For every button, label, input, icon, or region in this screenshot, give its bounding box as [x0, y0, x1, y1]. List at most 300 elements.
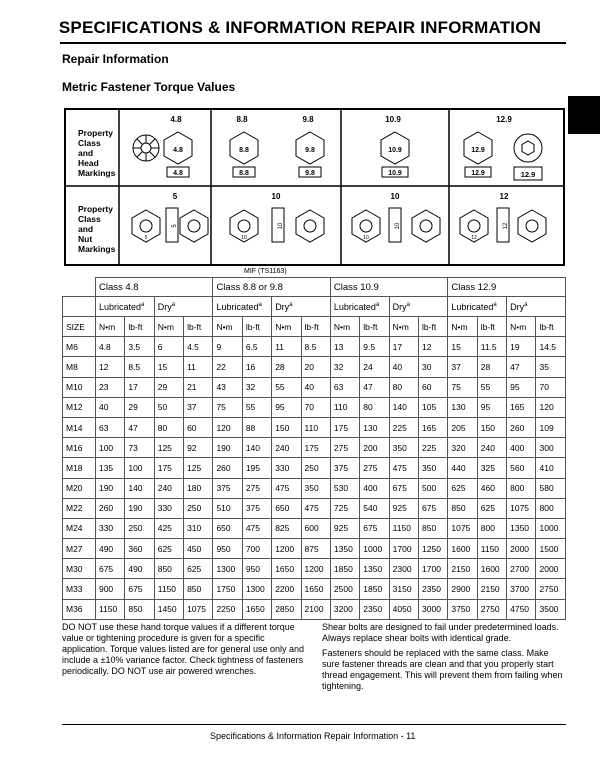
torque-value-cell: 425 [154, 518, 183, 538]
torque-value-cell: 850 [448, 498, 477, 518]
table-row [63, 539, 566, 559]
size-cell: M12 [63, 397, 96, 417]
torque-value-cell: 32 [330, 357, 359, 377]
torque-value-cell: 100 [95, 438, 124, 458]
torque-value-cell: 40 [389, 357, 418, 377]
torque-value-cell: 1700 [389, 539, 418, 559]
torque-value-cell: 250 [184, 498, 213, 518]
table-row [63, 377, 566, 397]
torque-value-cell: 1350 [507, 518, 536, 538]
class-12-9-header: Class 12.9 [448, 278, 566, 297]
torque-value-cell: 92 [184, 438, 213, 458]
torque-value-cell: 29 [154, 377, 183, 397]
torque-value-cell: 4.8 [95, 337, 124, 357]
head-mark-9-8: 9.8 [305, 147, 315, 154]
torque-value-cell: 70 [301, 397, 330, 417]
torque-value-cell: 540 [360, 498, 389, 518]
torque-value-cell: 165 [419, 417, 448, 437]
torque-value-cell: 310 [184, 518, 213, 538]
torque-value-cell: 800 [477, 518, 506, 538]
torque-value-cell: 55 [477, 377, 506, 397]
torque-value-cell: 75 [448, 377, 477, 397]
torque-value-cell: 125 [184, 458, 213, 478]
torque-value-cell: 1850 [330, 559, 359, 579]
torque-value-cell: 3000 [419, 599, 448, 619]
unit-header: N•m [95, 317, 124, 337]
torque-value-cell: 2000 [536, 559, 566, 579]
nut-class-10-alt-icon [296, 210, 324, 242]
torque-value-cell: 440 [448, 458, 477, 478]
unit-header: lb-ft [125, 317, 154, 337]
footer-rule [62, 724, 566, 725]
torque-value-cell: 11 [272, 337, 301, 357]
torque-value-cell: 275 [330, 438, 359, 458]
table-row [63, 417, 566, 437]
figure-caption: MIF (TS1163) [244, 268, 287, 275]
torque-value-cell: 375 [213, 478, 242, 498]
lubricated-header: Lubricated$^a$ [330, 297, 389, 317]
torque-value-cell: 63 [330, 377, 359, 397]
torque-value-cell: 165 [507, 397, 536, 417]
torque-value-cell: 63 [95, 417, 124, 437]
unit-header: N•m [272, 317, 301, 337]
torque-value-cell: 29 [125, 397, 154, 417]
lubricated-header: Lubricated$^a$ [95, 297, 154, 317]
torque-value-cell: 350 [301, 478, 330, 498]
torque-value-cell: 1150 [389, 518, 418, 538]
nut-mark-12-side: 12 [503, 222, 509, 230]
nut-class-12: 12 [499, 192, 509, 201]
torque-value-cell: 110 [301, 417, 330, 437]
torque-value-cell: 2900 [448, 579, 477, 599]
torque-value-cell: 190 [213, 438, 242, 458]
table-row [63, 337, 566, 357]
torque-value-cell: 175 [301, 438, 330, 458]
torque-value-cell: 9 [213, 337, 242, 357]
torque-value-cell: 32 [242, 377, 271, 397]
torque-value-cell: 625 [154, 539, 183, 559]
table-row [63, 498, 566, 518]
torque-value-cell: 4750 [507, 599, 536, 619]
torque-value-cell: 1300 [213, 559, 242, 579]
torque-value-cell: 950 [242, 559, 271, 579]
torque-value-cell: 675 [419, 498, 448, 518]
torque-value-cell: 4050 [389, 599, 418, 619]
torque-value-cell: 275 [242, 478, 271, 498]
unit-header: lb-ft [360, 317, 389, 337]
unit-header-row [63, 317, 566, 337]
torque-value-cell: 21 [184, 377, 213, 397]
socket-tag-mark-12-9: 12.9 [520, 170, 536, 179]
head-class-8-8: 8.8 [236, 115, 248, 124]
size-cell: M16 [63, 438, 96, 458]
torque-value-cell: 14.5 [536, 337, 566, 357]
torque-value-cell: 28 [272, 357, 301, 377]
torque-value-cell: 2150 [477, 579, 506, 599]
torque-value-cell: 16 [242, 357, 271, 377]
torque-value-cell: 2750 [536, 579, 566, 599]
torque-value-cell: 47 [125, 417, 154, 437]
torque-value-cell: 1700 [419, 559, 448, 579]
torque-value-cell: 675 [389, 478, 418, 498]
torque-value-cell: 12 [95, 357, 124, 377]
size-cell: M18 [63, 458, 96, 478]
torque-value-cell: 1075 [448, 518, 477, 538]
nut-class-10-b: 10 [390, 192, 400, 201]
torque-value-cell: 125 [154, 438, 183, 458]
torque-value-cell: 43 [213, 377, 242, 397]
torque-value-cell: 1350 [360, 559, 389, 579]
torque-value-cell: 110 [330, 397, 359, 417]
torque-value-cell: 490 [95, 539, 124, 559]
torque-value-cell: 675 [95, 559, 124, 579]
table-row [63, 579, 566, 599]
torque-value-cell: 3750 [448, 599, 477, 619]
torque-value-cell: 1075 [507, 498, 536, 518]
blank-cell [63, 278, 96, 297]
torque-value-cell: 400 [507, 438, 536, 458]
torque-value-cell: 55 [272, 377, 301, 397]
torque-value-cell: 17 [125, 377, 154, 397]
torque-value-cell: 3.5 [125, 337, 154, 357]
torque-value-cell: 2850 [272, 599, 301, 619]
torque-value-cell: 100 [125, 458, 154, 478]
tag-mark-4-8: 4.8 [173, 170, 183, 177]
torque-value-cell: 205 [448, 417, 477, 437]
torque-value-cell: 2500 [330, 579, 359, 599]
class-header-row [63, 278, 566, 297]
torque-value-cell: 190 [125, 498, 154, 518]
torque-value-cell: 225 [419, 438, 448, 458]
torque-value-cell: 1150 [477, 539, 506, 559]
torque-value-cell: 55 [242, 397, 271, 417]
torque-value-cell: 850 [154, 559, 183, 579]
dry-header: Dry$^a$ [272, 297, 331, 317]
torque-value-cell: 3700 [507, 579, 536, 599]
torque-value-cell: 1150 [154, 579, 183, 599]
torque-value-cell: 240 [272, 438, 301, 458]
torque-value-cell: 73 [125, 438, 154, 458]
torque-value-cell: 490 [125, 559, 154, 579]
head-mark-4-8: 4.8 [173, 147, 183, 154]
torque-value-cell: 195 [242, 458, 271, 478]
torque-value-cell: 120 [536, 397, 566, 417]
unit-header: N•m [507, 317, 536, 337]
size-cell: M10 [63, 377, 96, 397]
unit-header: N•m [330, 317, 359, 337]
torque-value-cell: 22 [213, 357, 242, 377]
table-row [63, 458, 566, 478]
torque-value-cell: 375 [330, 458, 359, 478]
torque-value-cell: 8.5 [301, 337, 330, 357]
torque-value-cell: 250 [125, 518, 154, 538]
torque-value-cell: 2100 [301, 599, 330, 619]
class-10-9-header: Class 10.9 [330, 278, 447, 297]
size-cell: M6 [63, 337, 96, 357]
table-row [63, 599, 566, 619]
torque-value-cell: 625 [477, 498, 506, 518]
note-shear-bolts: Shear bolts are designed to fail under predetermined loads. Always replace shear bolts with identical grade. [322, 622, 559, 643]
table-row [63, 438, 566, 458]
torque-value-cell: 80 [389, 377, 418, 397]
torque-table-body [63, 337, 566, 620]
torque-value-cell: 2700 [507, 559, 536, 579]
blank-cell [63, 297, 96, 317]
torque-value-cell: 75 [213, 397, 242, 417]
dry-header: Dry$^a$ [154, 297, 213, 317]
torque-value-cell: 130 [360, 417, 389, 437]
torque-value-cell: 95 [507, 377, 536, 397]
torque-value-cell: 37 [448, 357, 477, 377]
head-class-12-9: 12.9 [496, 115, 512, 124]
torque-value-cell: 1250 [419, 539, 448, 559]
torque-value-cell: 1200 [272, 539, 301, 559]
lubricated-header: Lubricated$^a$ [213, 297, 272, 317]
torque-value-cell: 3200 [330, 599, 359, 619]
nut-mark-10-top: 10 [241, 235, 247, 241]
torque-value-cell: 700 [242, 539, 271, 559]
torque-value-cell: 250 [301, 458, 330, 478]
torque-value-cell: 1000 [536, 518, 566, 538]
torque-value-cell: 47 [507, 357, 536, 377]
torque-value-cell: 500 [419, 478, 448, 498]
nut-mark-12-top: 12 [471, 235, 477, 241]
torque-value-cell: 1350 [330, 539, 359, 559]
section-tab-marker [568, 96, 600, 134]
torque-value-cell: 275 [360, 458, 389, 478]
torque-value-cell: 1600 [477, 559, 506, 579]
nut-mark-5-side: 5 [172, 224, 178, 228]
torque-value-cell: 400 [360, 478, 389, 498]
unit-header: lb-ft [419, 317, 448, 337]
torque-value-cell: 530 [330, 478, 359, 498]
head-row-label: Property Class and Head Markings [78, 128, 116, 178]
torque-value-cell: 1650 [242, 599, 271, 619]
torque-value-cell: 35 [536, 357, 566, 377]
torque-value-cell: 70 [536, 377, 566, 397]
tag-mark-12-9: 12.9 [471, 170, 485, 177]
torque-value-cell: 450 [184, 539, 213, 559]
size-cell: M20 [63, 478, 96, 498]
torque-value-cell: 580 [536, 478, 566, 498]
dry-header: Dry$^a$ [507, 297, 566, 317]
torque-value-cell: 330 [154, 498, 183, 518]
torque-value-cell: 800 [536, 498, 566, 518]
torque-value-cell: 3500 [536, 599, 566, 619]
nut-class-12-alt-icon [518, 210, 546, 242]
nut-class-5: 5 [172, 192, 178, 201]
torque-value-cell: 180 [184, 478, 213, 498]
torque-value-cell: 2300 [389, 559, 418, 579]
torque-value-cell: 350 [419, 458, 448, 478]
torque-value-cell: 19 [507, 337, 536, 357]
torque-value-cell: 460 [477, 478, 506, 498]
torque-value-cell: 410 [536, 458, 566, 478]
torque-value-cell: 260 [507, 417, 536, 437]
torque-value-cell: 475 [242, 518, 271, 538]
torque-value-cell: 260 [95, 498, 124, 518]
torque-value-cell: 320 [448, 438, 477, 458]
unit-header: lb-ft [536, 317, 566, 337]
header-rule [60, 42, 566, 44]
torque-value-cell: 190 [95, 478, 124, 498]
torque-table [62, 277, 566, 620]
size-cell: M30 [63, 559, 96, 579]
sub-title: Metric Fastener Torque Values [62, 80, 236, 94]
unit-header: lb-ft [477, 317, 506, 337]
torque-value-cell: 15 [448, 337, 477, 357]
head-mark-12-9: 12.9 [471, 147, 485, 154]
size-cell: M8 [63, 357, 96, 377]
tag-mark-10-9: 10.9 [388, 170, 402, 177]
torque-value-cell: 675 [360, 518, 389, 538]
torque-value-cell: 375 [242, 498, 271, 518]
size-cell: M36 [63, 599, 96, 619]
bolt-head-4-8-round-icon [133, 135, 159, 161]
dry-header: Dry$^a$ [389, 297, 448, 317]
nut-class-10b-alt-icon [412, 210, 440, 242]
torque-value-cell: 24 [360, 357, 389, 377]
torque-value-cell: 850 [184, 579, 213, 599]
size-cell: M33 [63, 579, 96, 599]
torque-value-cell: 8.5 [125, 357, 154, 377]
torque-value-cell: 50 [154, 397, 183, 417]
torque-value-cell: 475 [272, 478, 301, 498]
nut-row-label: Property Class and Nut Markings [78, 204, 116, 254]
torque-value-cell: 1000 [360, 539, 389, 559]
torque-value-cell: 330 [95, 518, 124, 538]
torque-value-cell: 950 [213, 539, 242, 559]
nut-mark-5-top: 5 [144, 235, 148, 241]
torque-value-cell: 30 [419, 357, 448, 377]
note-fastener-replacement: Fasteners should be replaced with the same class. Make sure fastener threads are clean and that you properly start thread engagement. This will prevent them from failing when tightening. [322, 648, 563, 691]
condition-header-row [63, 297, 566, 317]
torque-value-cell: 13 [330, 337, 359, 357]
note-hand-torque: DO NOT use these hand torque values if a different torque value or tightening procedure is given for a specific application. Torque values listed are for general use only and include a ±10% variance factor. Check tightness of fasteners periodically. DO NOT use air powered wrenches. [62, 622, 304, 676]
head-mark-10-9: 10.9 [388, 147, 402, 154]
torque-value-cell: 925 [389, 498, 418, 518]
torque-value-cell: 23 [95, 377, 124, 397]
torque-value-cell: 9.5 [360, 337, 389, 357]
torque-value-cell: 105 [419, 397, 448, 417]
torque-value-cell: 1650 [301, 579, 330, 599]
torque-value-cell: 40 [95, 397, 124, 417]
table-row [63, 478, 566, 498]
torque-value-cell: 175 [154, 458, 183, 478]
nut-mark-10b-top: 10 [363, 235, 369, 241]
torque-value-cell: 6.5 [242, 337, 271, 357]
notes-left [62, 622, 310, 681]
torque-value-cell: 300 [536, 438, 566, 458]
nut-mark-10-side: 10 [278, 222, 284, 230]
torque-value-cell: 850 [419, 518, 448, 538]
torque-value-cell: 1450 [154, 599, 183, 619]
table-row [63, 518, 566, 538]
torque-value-cell: 1200 [301, 559, 330, 579]
torque-value-cell: 650 [213, 518, 242, 538]
torque-value-cell: 175 [330, 417, 359, 437]
unit-header: lb-ft [242, 317, 271, 337]
nut-mark-10b-side: 10 [395, 222, 401, 230]
marking-figure-drawing [66, 110, 563, 264]
torque-value-cell: 17 [389, 337, 418, 357]
torque-value-cell: 330 [272, 458, 301, 478]
torque-value-cell: 200 [360, 438, 389, 458]
torque-value-cell: 600 [301, 518, 330, 538]
torque-value-cell: 15 [154, 357, 183, 377]
torque-value-cell: 47 [360, 377, 389, 397]
size-cell: M27 [63, 539, 96, 559]
torque-value-cell: 60 [184, 417, 213, 437]
torque-value-cell: 2350 [419, 579, 448, 599]
torque-value-cell: 800 [507, 478, 536, 498]
torque-value-cell: 475 [389, 458, 418, 478]
torque-value-cell: 135 [95, 458, 124, 478]
torque-value-cell: 1650 [272, 559, 301, 579]
torque-value-cell: 510 [213, 498, 242, 518]
unit-header: N•m [389, 317, 418, 337]
torque-value-cell: 360 [125, 539, 154, 559]
torque-value-cell: 60 [419, 377, 448, 397]
torque-value-cell: 12 [419, 337, 448, 357]
size-cell: M24 [63, 518, 96, 538]
torque-value-cell: 675 [125, 579, 154, 599]
torque-value-cell: 1850 [360, 579, 389, 599]
torque-value-cell: 925 [330, 518, 359, 538]
table-row [63, 357, 566, 377]
torque-value-cell: 625 [448, 478, 477, 498]
torque-value-cell: 650 [272, 498, 301, 518]
head-class-4-8: 4.8 [170, 115, 182, 124]
torque-value-cell: 1500 [536, 539, 566, 559]
torque-value-cell: 875 [301, 539, 330, 559]
torque-value-cell: 6 [154, 337, 183, 357]
size-cell: M14 [63, 417, 96, 437]
torque-value-cell: 37 [184, 397, 213, 417]
torque-value-cell: 240 [477, 438, 506, 458]
marking-figure [64, 108, 565, 266]
torque-value-cell: 150 [477, 417, 506, 437]
torque-value-cell: 2000 [507, 539, 536, 559]
unit-header: N•m [448, 317, 477, 337]
unit-header: lb-ft [301, 317, 330, 337]
torque-value-cell: 20 [301, 357, 330, 377]
torque-value-cell: 350 [389, 438, 418, 458]
torque-value-cell: 109 [536, 417, 566, 437]
table-row [63, 559, 566, 579]
class-4-8-header: Class 4.8 [95, 278, 212, 297]
torque-value-cell: 900 [95, 579, 124, 599]
torque-value-cell: 240 [154, 478, 183, 498]
unit-header: N•m [213, 317, 242, 337]
torque-value-cell: 825 [272, 518, 301, 538]
torque-value-cell: 140 [389, 397, 418, 417]
torque-value-cell: 80 [154, 417, 183, 437]
torque-value-cell: 2200 [272, 579, 301, 599]
torque-value-cell: 725 [330, 498, 359, 518]
torque-value-cell: 11 [184, 357, 213, 377]
size-cell: M22 [63, 498, 96, 518]
torque-value-cell: 95 [272, 397, 301, 417]
lubricated-header: Lubricated$^a$ [448, 297, 507, 317]
torque-value-cell: 850 [125, 599, 154, 619]
torque-value-cell: 225 [389, 417, 418, 437]
torque-value-cell: 475 [301, 498, 330, 518]
unit-header: N•m [154, 317, 183, 337]
torque-value-cell: 130 [448, 397, 477, 417]
torque-value-cell: 325 [477, 458, 506, 478]
torque-value-cell: 2350 [360, 599, 389, 619]
